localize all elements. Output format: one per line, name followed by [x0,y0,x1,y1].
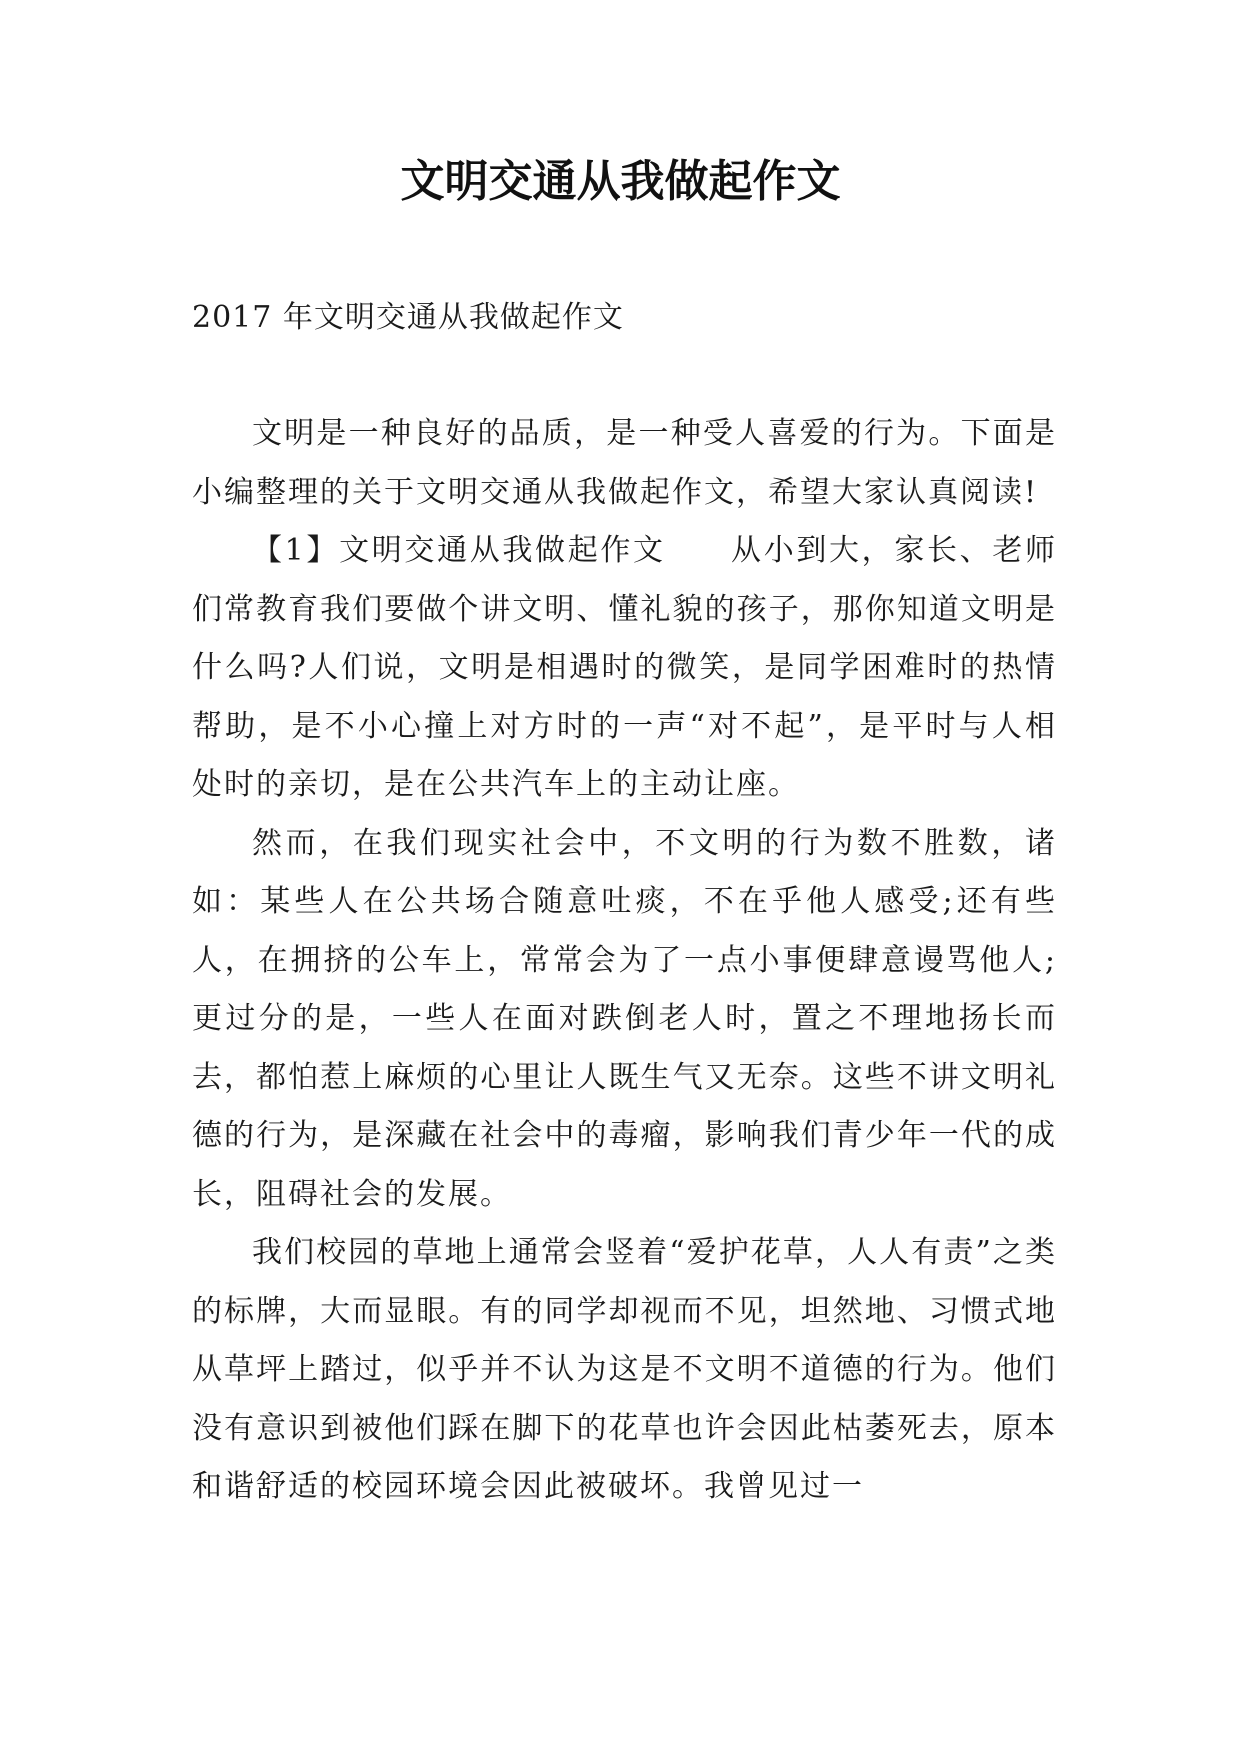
paragraph: 然而，在我们现实社会中，不文明的行为数不胜数，诸如：某些人在公共场合随意吐痰，不在乎他人感受;还有些人，在拥挤的公车上，常常会为了一点小事便肆意谩骂他人;更过分的是，一些人在面对跌倒老人时，置之不理地扬长而去，都怕惹上麻烦的心里让人既生气又无奈。这些不讲文明礼德的行为，是深藏在社会中的毒瘤，影响我们青少年一代的成长，阻碍社会的发展。 [192,825,1057,1212]
paragraph: 【1】文明交通从我做起作文 从小到大，家长、老师们常教育我们要做个讲文明、懂礼貌的孩子，那你知道文明是什么吗?人们说，文明是相遇时的微笑，是同学困难时的热情帮助，是不小心撞上对方时的一声“对不起”，是平时与人相处时的亲切，是在公共汽车上的主动让座。 [192,533,1057,802]
document-body [192,405,1057,1517]
document-title: 文明交通从我做起作文 [400,156,841,207]
document-subtitle: 2017 年文明交通从我做起作文 [192,300,624,335]
paragraph: 文明是一种良好的品质，是一种受人喜爱的行为。下面是小编整理的关于文明交通从我做起作文，希望大家认真阅读! [192,416,1057,510]
paragraph: 我们校园的草地上通常会竖着“爱护花草，人人有责”之类的标牌，大而显眼。有的同学却视而不见，坦然地、习惯式地从草坪上踏过，似乎并不认为这是不文明不道德的行为。他们没有意识到被他们踩在脚下的花草也许会因此枯萎死去，原本和谐舒适的校园环境会因此被破坏。我曾见过一 [192,1235,1057,1504]
